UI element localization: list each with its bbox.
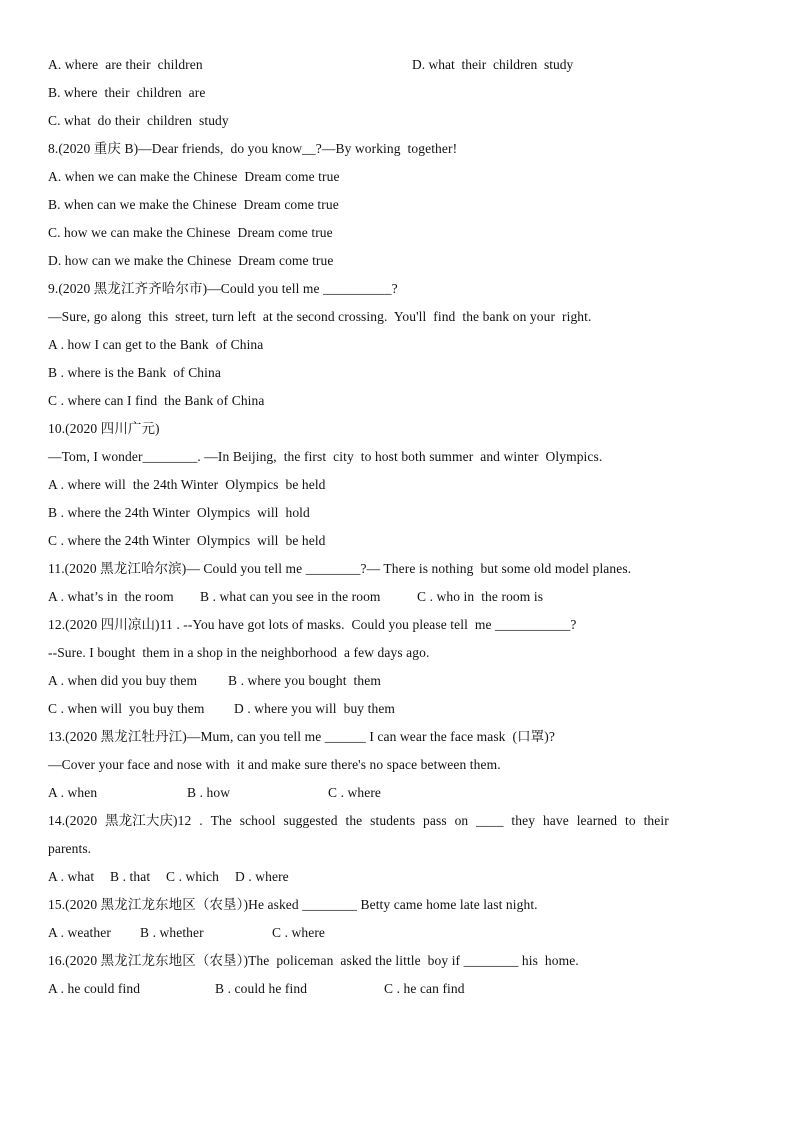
q12-answer-line: --Sure. I bought them in a shop in the neighborhood a few days ago. [48,645,430,660]
q13-option-a: A . when [48,785,98,800]
q13-answer-line: —Cover your face and nose with it and make sure there's no space between them. [48,757,501,772]
q10-option-b: B . where the 24th Winter Olympics will hold [48,505,310,520]
q7-option-d: D. what their children study [412,57,574,72]
q15-option-a: A . weather [48,925,111,940]
q15-option-c: C . where [272,925,326,940]
q7-option-c: C. what do their children study [48,113,229,128]
q9-answer-line: —Sure, go along this street, turn left at the second crossing. You'll find the bank on your right. [48,309,592,324]
q15-option-b: B . whether [140,925,204,940]
q12-options-row-2 [48,699,448,719]
q9-option-c: C . where can I find the Bank of China [48,393,265,408]
q7-option-b: B. where their children are [48,85,206,100]
q13-option-c: C . where [328,785,382,800]
q12-options-row-1 [48,671,448,691]
q12-option-d: D . where you will buy them [234,701,396,716]
q14-stem: 14.(2020 黑龙江大庆)12 . The school suggested the students pass on ____ they have learned to their [48,813,669,828]
q8-option-d: D. how can we make the Chinese Dream come true [48,253,334,268]
q8-stem: 8.(2020 重庆 B)—Dear friends, do you know__?—By working together! [48,141,458,156]
q14-option-a: A . what [48,869,95,884]
q14-options-row [48,867,348,887]
q11-options-row [48,587,608,607]
q12-stem: 12.(2020 四川凉山)11 . --You have got lots of masks. Could you please tell me ___________? [48,617,577,632]
q9-stem: 9.(2020 黑龙江齐齐哈尔市)—Could you tell me __________? [48,281,398,296]
q8-option-c: C. how we can make the Chinese Dream come true [48,225,333,240]
q11-option-c: C . who in the room is [417,589,544,604]
q12-option-c: C . when will you buy them [48,701,205,716]
q13-stem: 13.(2020 黑龙江牡丹江)—Mum, can you tell me ______ I can wear the face mask (口罩)? [48,729,555,744]
q9-option-a: A . how I can get to the Bank of China [48,337,264,352]
q10-stem: 10.(2020 四川广元) [48,421,160,436]
q11-stem: 11.(2020 黑龙江哈尔滨)— Could you tell me ________?— There is nothing but some old model planes. [48,561,632,576]
q14-option-b: B . that [110,869,151,884]
q11-option-a: A . what’s in the room [48,589,174,604]
q16-option-a: A . he could find [48,981,141,996]
q14-stem-continued: parents. [48,841,92,856]
q10-dialog: —Tom, I wonder________. —In Beijing, the first city to host both summer and winter Olympics. [48,449,603,464]
q14-option-c: C . which [166,869,220,884]
q13-options-row [48,783,408,803]
q11-option-b: B . what can you see in the room [200,589,381,604]
q10-option-a: A . where will the 24th Winter Olympics be held [48,477,326,492]
q15-stem: 15.(2020 黑龙江龙东地区（农垦）)He asked ________ Betty came home late last night. [48,897,538,912]
q16-option-b: B . could he find [215,981,308,996]
q14-option-d: D . where [235,869,289,884]
q16-stem: 16.(2020 黑龙江龙东地区（农垦）)The policeman asked the little boy if ________ his home. [48,953,579,968]
q9-option-b: B . where is the Bank of China [48,365,221,380]
q16-options-row [48,979,508,999]
q10-option-c: C . where the 24th Winter Olympics will be held [48,533,326,548]
q12-option-b: B . where you bought them [228,673,381,688]
q15-options-row [48,923,368,943]
q16-option-c: C . he can find [384,981,465,996]
q7-option-a: A. where are their children [48,57,203,72]
q8-option-b: B. when can we make the Chinese Dream come true [48,197,339,212]
q13-option-b: B . how [187,785,231,800]
q8-option-a: A. when we can make the Chinese Dream come true [48,169,340,184]
q12-option-a: A . when did you buy them [48,673,198,688]
